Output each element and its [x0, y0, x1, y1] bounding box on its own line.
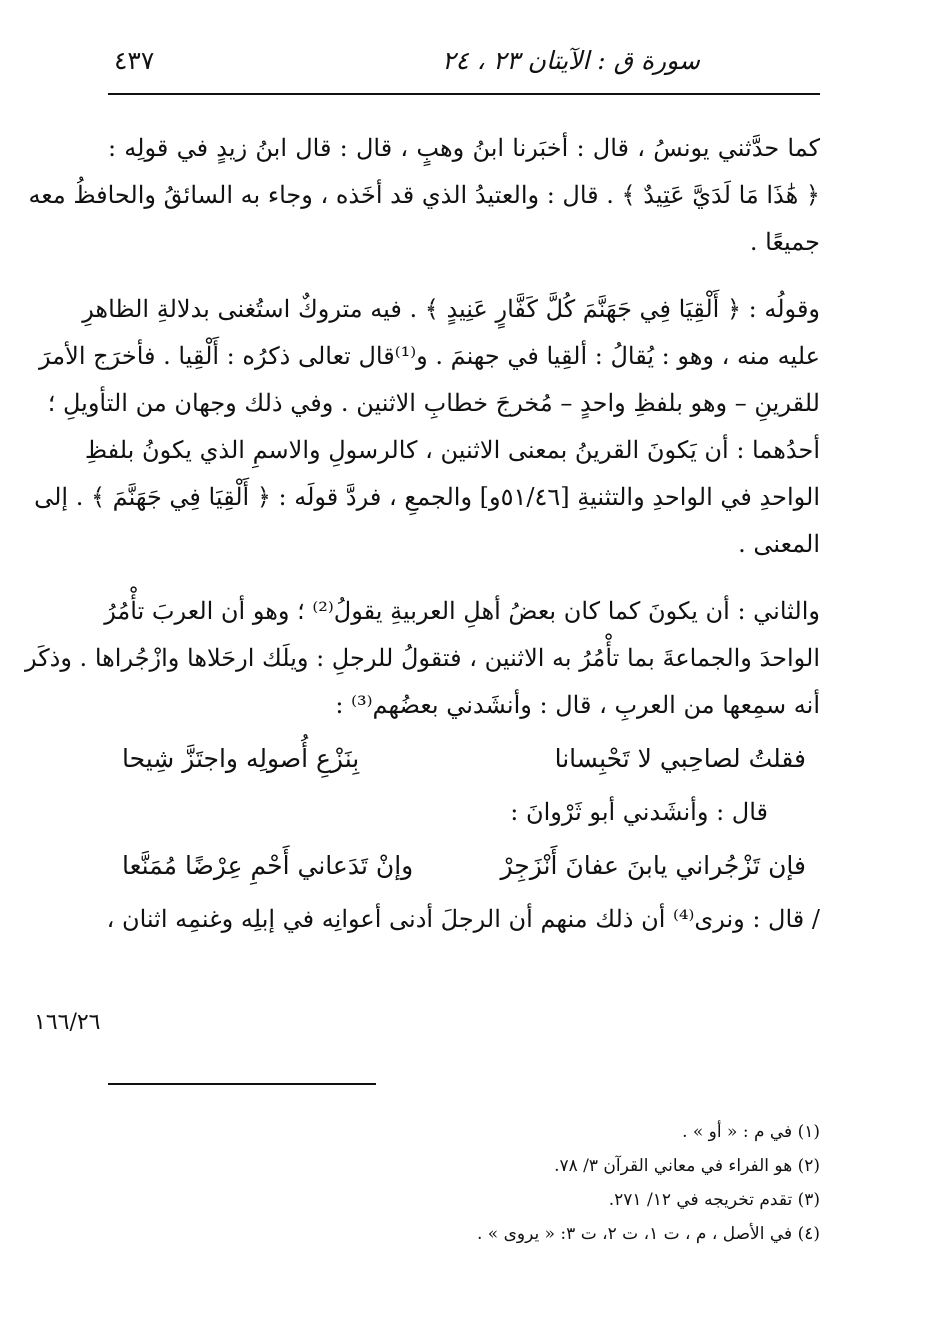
verse-hemistich: بِنَزْعِ أُصولِه واجتَزَّ شِيحا	[122, 744, 360, 773]
verse-hemistich: وإنْ تَدَعاني أَحْمِ عِرْضًا مُمَنَّعا	[122, 851, 414, 880]
footnote: (١) في م : « أو » .	[682, 1122, 820, 1142]
page	[24, 0, 820, 1326]
text-line: قال : وأنشَدني أبو ثَرْوانَ :	[510, 798, 768, 826]
page-number: ٤٣٧	[114, 46, 155, 75]
footnote: (٢) هو الفراء في معاني القرآن ٣/ ٧٨.	[554, 1156, 820, 1176]
text-line: المعنى .	[738, 530, 820, 558]
text-line: ﴿ هَٰذَا مَا لَدَيَّ عَتِيدٌ ﴾ . قال : والعتيدُ الذي قد أخَذه ، وجاء به السائقُ والحافظُ معه	[28, 181, 820, 209]
text-line: / قال : ونرى⁽⁴⁾ أن ذلك منهم أن الرجلَ أدنى أعوانِه في إبلِه وغنمِه اثنان ،	[106, 905, 820, 933]
text-line: عليه منه ، وهو : يُقالُ : ألقِيا في جهنمَ . و⁽¹⁾قال تعالى ذكرُه : أَلْقِيا . فأخرَج الأمرَ	[39, 342, 820, 370]
header-rule	[108, 93, 820, 95]
running-header	[108, 44, 820, 88]
poem-verse	[108, 836, 820, 896]
poem-verse	[108, 729, 820, 789]
header-title: سورة ق : الآيتان ٢٣ ، ٢٤	[441, 46, 700, 75]
verse-hemistich: فإن تَزْجُراني يابنَ عفانَ أَنْزَجِرْ	[500, 851, 806, 880]
footnotes	[477, 1115, 820, 1251]
verse-hemistich: فقلتُ لصاحِبي لا تَحْبِسانا	[554, 744, 806, 773]
footnote-rule	[108, 1083, 376, 1085]
text-line: للقرينِ – وهو بلفظِ واحدٍ – مُخرجَ خطابِ الاثنين . وفي ذلك وجهان من التأويلِ ؛	[47, 389, 820, 417]
text-line: كما حدَّثني يونسُ ، قال : أخبَرنا ابنُ وهبٍ ، قال : قال ابنُ زيدٍ في قولِه :	[108, 134, 820, 162]
text-line: والثاني : أن يكونَ كما كان بعضُ أهلِ العربيةِ يقولُ⁽²⁾ ؛ وهو أن العربَ تأْمُرُ	[104, 597, 820, 625]
text-line: الواحدَ والجماعةَ بما تأْمُرُ به الاثنين ، فتقولُ للرجلِ : ويلَك ارحَلاها وازْجُراها . وذكَر	[24, 644, 820, 672]
text-line: الواحدِ في الواحدِ والتثنيةِ [٥١/٤٦و] والجمعِ ، فردَّ قولَه : ﴿ أَلْقِيَا فِي جَهَنَّمَ ﴾ . إلى	[34, 483, 820, 511]
footnote: (٤) في الأصل ، م ، ت ١، ت ٢، ت ٣: « يروى » .	[476, 1224, 820, 1244]
footnote: (٣) تقدم تخريجه في ١٢/ ٢٧١.	[608, 1190, 820, 1210]
text-line: أحدُهما : أن يَكونَ القرينُ بمعنى الاثنين ، كالرسولِ والاسمِ الذي يكونُ بلفظِ	[84, 436, 820, 464]
main-text	[24, 125, 820, 943]
text-line: جميعًا .	[749, 228, 820, 256]
manuscript-folio-note: ١٦٦/٢٦	[34, 1010, 101, 1035]
text-line: أنه سمِعها من العربِ ، قال : وأنشَدني بعضُهم⁽³⁾ :	[335, 691, 820, 719]
text-line: وقولُه : ﴿ أَلْقِيَا فِي جَهَنَّمَ كُلَّ كَفَّارٍ عَنِيدٍ ﴾ . فيه متروكٌ استُغنى بدلالةِ الظاهرِ	[82, 295, 820, 323]
